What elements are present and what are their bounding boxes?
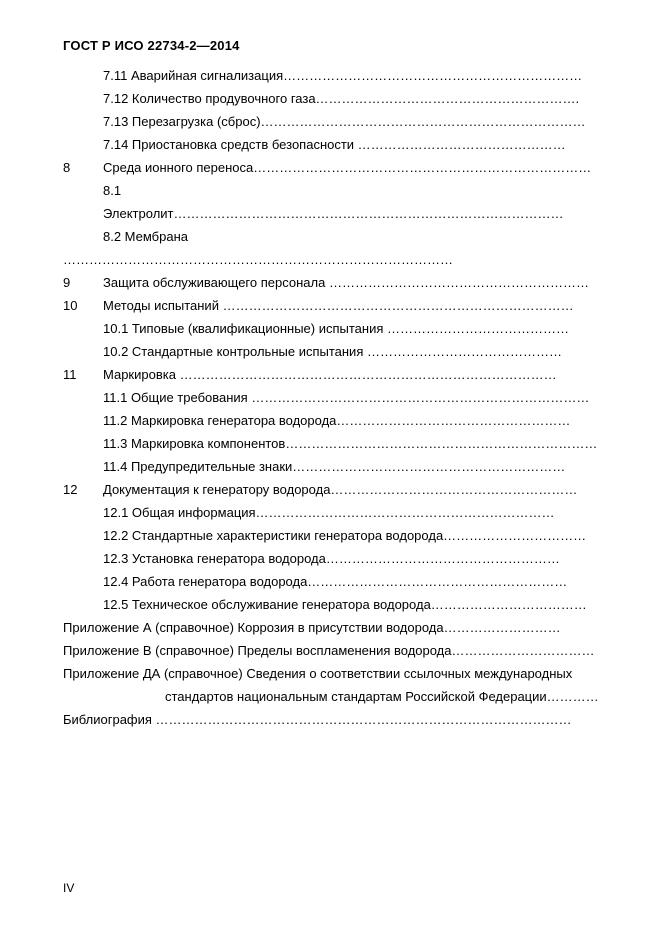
toc-entry-11[interactable]: Маркировка …………………………………………………………………………… — [103, 367, 557, 382]
toc-entry-12-1[interactable]: 12.1 Общая информация…………………………………………………………… — [103, 505, 555, 520]
toc-entry-11-3[interactable]: 11.3 Маркировка компонентов……………………………………………………………… — [103, 436, 598, 451]
toc-entry-7-11[interactable]: 7.11 Аварийная сигнализация…………………………………………………………… — [103, 68, 583, 83]
toc-entry-9[interactable]: Защита обслуживающего персонала …………………………………………………… — [103, 275, 589, 290]
document-header: ГОСТ Р ИСО 22734-2—2014 — [63, 38, 240, 53]
toc-number-11: 11 — [63, 367, 77, 382]
toc-number-9: 9 — [63, 275, 71, 290]
toc-entry-11-2[interactable]: 11.2 Маркировка генератора водорода……………………………………………… — [103, 413, 571, 428]
toc-number-10: 10 — [63, 298, 78, 313]
toc-entry-annex-b[interactable]: Приложение В (справочное) Пределы воспламенения водорода…………………………… — [63, 643, 595, 658]
toc-entry-12-3[interactable]: 12.3 Установка генератора водорода……………………………………………… — [103, 551, 560, 566]
toc-entry-10-2[interactable]: 10.2 Стандартные контрольные испытания ……………………………………… — [103, 344, 562, 359]
toc-entry-12-5[interactable]: 12.5 Техническое обслуживание генератора водорода……………………………… — [103, 597, 587, 612]
toc-entry-12-4[interactable]: 12.4 Работа генератора водорода…………………………………………………… — [103, 574, 568, 589]
toc-number-12: 12 — [63, 482, 78, 497]
toc-entry-11-1[interactable]: 11.1 Общие требования …………………………………………………………………… — [103, 390, 590, 405]
toc-entry-8-1-number: 8.1 — [103, 183, 122, 198]
toc-entry-7-13[interactable]: 7.13 Перезагрузка (сброс)………………………………………………………………… — [103, 114, 586, 129]
toc-entry-annex-da-cont[interactable]: стандартов национальным стандартам Российской Федерации………… — [165, 689, 599, 704]
page-number: IV — [63, 881, 75, 895]
toc-entry-10-1[interactable]: 10.1 Типовые (квалификационные) испытания …………………………………… — [103, 321, 570, 336]
toc-entry-bibliography[interactable]: Библиография …………………………………………………………………………………… — [63, 712, 572, 727]
toc-entry-8[interactable]: Среда ионного переноса…………………………………………………………………… — [103, 160, 592, 175]
toc-entry-7-14[interactable]: 7.14 Приостановка средств безопасности ………………………………………… — [103, 137, 566, 152]
toc-entry-annex-da[interactable]: Приложение ДА (справочное) Сведения о соответствии ссылочных международных — [63, 666, 573, 681]
toc-entry-8-2[interactable]: 8.2 Мембрана — [103, 229, 188, 244]
toc-entry-8-2-leader: ……………………………………………………………………………… — [63, 252, 453, 267]
toc-entry-10[interactable]: Методы испытаний ……………………………………………………………………… — [103, 298, 574, 313]
toc-entry-11-4[interactable]: 11.4 Предупредительные знаки……………………………………………………… — [103, 459, 566, 474]
toc-number-8: 8 — [63, 160, 71, 175]
toc-entry-7-12[interactable]: 7.12 Количество продувочного газа……………………………………………………. — [103, 91, 580, 106]
toc-entry-12-2[interactable]: 12.2 Стандартные характеристики генератора водорода…………………………… — [103, 528, 587, 543]
toc-entry-annex-a[interactable]: Приложение А (справочное) Коррозия в присутствии водорода……………………… — [63, 620, 561, 635]
toc-entry-12[interactable]: Документация к генератору водорода………………………………………………… — [103, 482, 578, 497]
toc-entry-8-1[interactable]: Электролит……………………………………………………………………………… — [103, 206, 564, 221]
